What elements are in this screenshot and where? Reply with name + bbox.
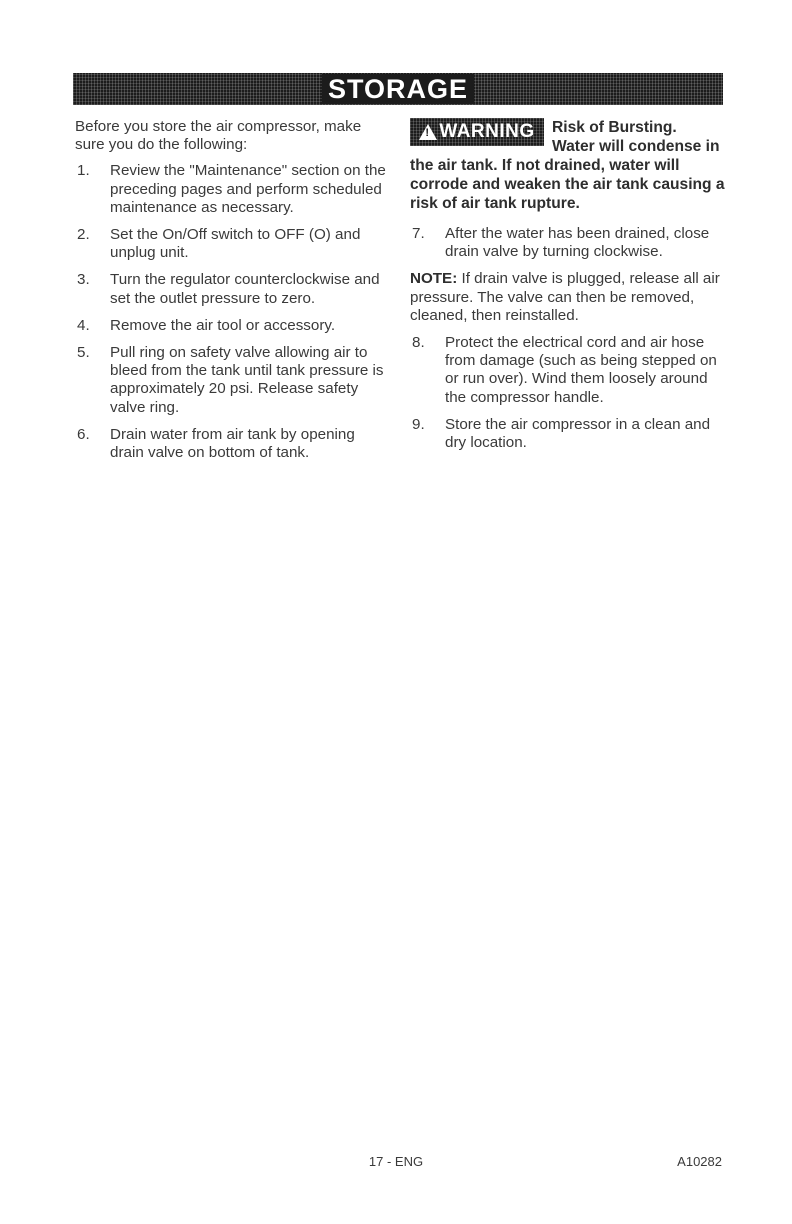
step-text: After the water has been drained, close drain valve by turning clockwise. [445, 225, 710, 261]
note-label: NOTE: [410, 270, 458, 288]
step-text: Turn the regulator counterclockwise and set the outlet pressure to zero. [110, 271, 380, 307]
step-number: 9. [412, 415, 425, 433]
warning-badge [410, 118, 544, 146]
list-item [75, 162, 390, 217]
list-item [75, 426, 390, 462]
warning-label: WARNING [439, 120, 535, 142]
step-number: 6. [77, 425, 90, 443]
warning-block [410, 118, 730, 213]
step-text: Remove the air tool or accessory. [110, 316, 336, 334]
step-text: Set the On/Off switch to OFF (O) and unplug unit. [110, 226, 361, 262]
step-number: 5. [77, 344, 90, 362]
step-number: 7. [412, 225, 425, 242]
step-number: 8. [412, 334, 425, 352]
step-list [410, 225, 730, 261]
note [410, 270, 730, 325]
step-text: Protect the electrical cord and air hose from damage (such as being stepped on or run over). Wind them loosely around the compressor handle. [445, 334, 717, 406]
step-number: 3. [77, 271, 90, 289]
step-text: Drain water from air tank by opening drain valve on bottom of tank. [110, 425, 355, 462]
step-list [75, 162, 390, 462]
step-number: 4. [77, 316, 90, 334]
step-text: Review the "Maintenance" section on the preceding pages and perform scheduled maintenance as necessary. [110, 162, 386, 216]
warning-heading: Risk of Bursting. [552, 119, 677, 136]
intro-text: Before you store the air compressor, make sure you do the following: [75, 118, 362, 154]
step-text: Store the air compressor in a clean and dry location. [445, 415, 711, 452]
list-item [410, 334, 730, 407]
section-banner [73, 73, 723, 105]
left-column [75, 118, 390, 471]
list-item [75, 271, 390, 307]
document-code: A10282 [677, 1154, 722, 1169]
warning-triangle-icon: ! [419, 124, 437, 140]
list-item [410, 416, 730, 452]
step-number: 1. [77, 162, 90, 180]
right-column [410, 118, 730, 461]
note-text: If drain valve is plugged, release all air pressure. The valve can then be removed, cleaned, then reinstalled. [410, 270, 720, 324]
list-item [75, 344, 390, 417]
list-item [410, 225, 730, 261]
step-text: Pull ring on safety valve allowing air to bleed from the tank until tank pressure is approximately 20 psi. Release safety valve ring. [110, 344, 384, 416]
warning-body: Water will condense in the air tank. If not drained, water will corrode and weaken the air tank causing a risk of air tank rupture. [410, 138, 725, 212]
page-number: 17 - ENG [368, 1154, 424, 1169]
section-title: STORAGE [73, 73, 723, 105]
step-list [410, 334, 730, 452]
list-item [75, 317, 390, 335]
step-number: 2. [77, 226, 90, 244]
list-item [75, 226, 390, 262]
